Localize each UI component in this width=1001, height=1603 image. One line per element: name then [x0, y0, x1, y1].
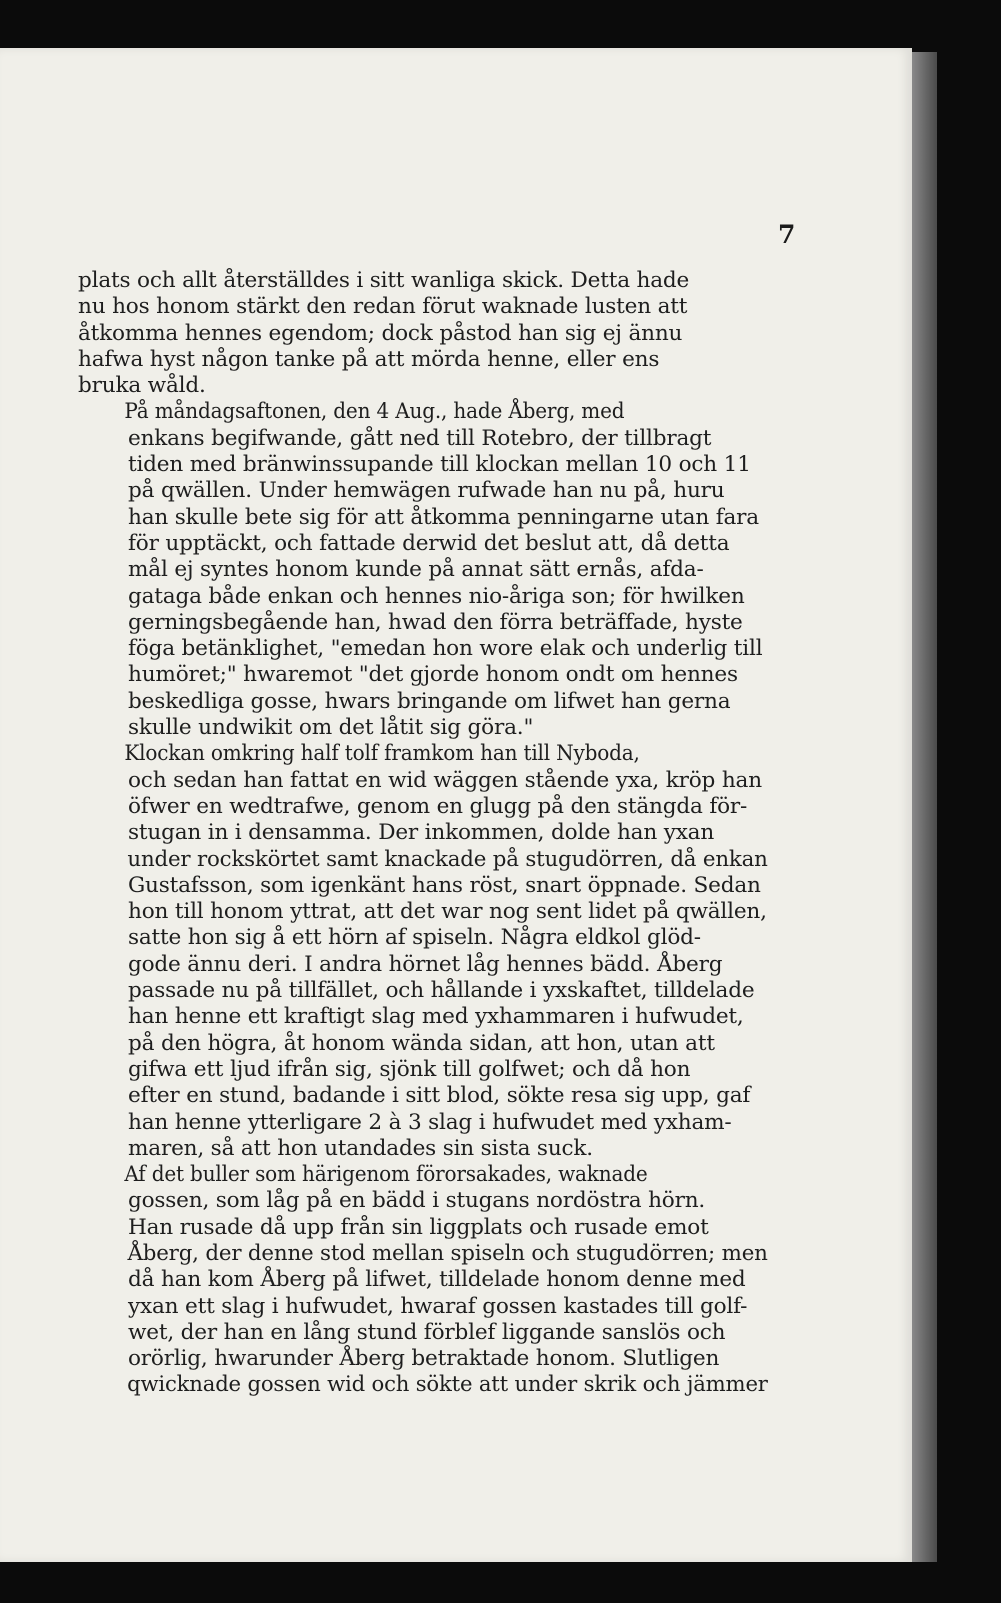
text-line: stugan in i densamma. Der inkommen, dolde han yxan	[128, 820, 715, 846]
text-line: tiden med bränwinssupande till klockan mellan 10 och 11	[128, 452, 751, 478]
text-line: då han kom Åberg på lifwet, tilldelade honom denne med	[128, 1267, 746, 1293]
paragraph	[78, 268, 768, 399]
text-line: på den högra, åt honom wända sidan, att hon, utan att	[128, 1030, 715, 1056]
text-line: han henne ytterligare 2 à 3 slag i hufwudet med yxham-	[128, 1109, 732, 1135]
text-line: föga betänklighet, "emedan hon wore elak och underlig till	[128, 636, 763, 662]
text-line: han henne ett kraftigt slag med yxhammaren i hufwudet,	[128, 1004, 744, 1030]
body-text	[78, 268, 768, 1399]
text-line: gifwa ett ljud ifrån sig, sjönk till golfwet; och då hon	[128, 1056, 691, 1082]
text-line: gerningsbegående han, hwad den förra beträffade, hyste	[128, 609, 743, 635]
text-line: skulle undwikit om det låtit sig göra."	[128, 715, 534, 741]
text-line: orörlig, hwarunder Åberg betraktade honom. Slutligen	[128, 1346, 720, 1372]
text-line: passade nu på tillfället, och hållande i yxskaftet, tilldelade	[128, 978, 755, 1004]
text-line: Gustafsson, som igenkänt hans röst, snart öppnade. Sedan	[128, 872, 761, 898]
text-line: plats och allt återställdes i sitt wanliga skick. Detta hade	[78, 268, 690, 293]
text-line: gossen, som låg på en bädd i stugans nordöstra hörn.	[128, 1188, 706, 1214]
text-line: enkans begifwande, gått ned till Rotebro, der tillbragt	[128, 425, 712, 451]
text-line: qwicknade gossen wid och sökte att under skrik och jämmer	[127, 1372, 768, 1398]
text-line: beskedliga gosse, hwars bringande om lifwet han gerna	[128, 688, 731, 714]
text-line: för upptäckt, och fattade derwid det beslut att, då detta	[128, 530, 730, 556]
text-line: wet, der han en lång stund förblef liggande sanslös och	[128, 1319, 726, 1345]
text-line: och sedan han fattat en wid wäggen stående yxa, kröp han	[128, 767, 762, 793]
text-line: under rockskörtet samt knackade på stugudörren, då enkan	[127, 846, 768, 872]
paragraph	[78, 741, 768, 1162]
text-line: gode ännu deri. I andra hörnet låg hennes bädd. Åberg	[128, 951, 723, 977]
text-line: på qwällen. Under hemwägen rufwade han nu på, huru	[128, 478, 725, 504]
text-line: hafwa hyst någon tanke på att mörda henne, eller ens	[78, 346, 660, 372]
text-line: maren, så att hon utandades sin sista suck.	[128, 1135, 593, 1161]
text-line: Af det buller som härigenom förorsakades, waknade	[124, 1162, 648, 1188]
paragraph	[78, 399, 768, 741]
text-line: Klockan omkring half tolf framkom han till Nyboda,	[124, 741, 640, 767]
text-line: gataga både enkan och hennes nio-åriga son; för hwilken	[128, 583, 745, 609]
text-line: åtkomma hennes egendom; dock påstod han sig ej ännu	[78, 320, 683, 346]
text-line: humöret;" hwaremot "det gjorde honom ondt om hennes	[128, 662, 738, 688]
text-line: han skulle bete sig för att åtkomma penningarne utan fara	[128, 504, 759, 530]
text-line: efter en stund, badande i sitt blod, sökte resa sig upp, gaf	[128, 1083, 751, 1109]
text-line: hon till honom yttrat, att det war nog sent lidet på qwällen,	[128, 899, 767, 925]
text-line: bruka wåld.	[78, 373, 206, 399]
text-line: yxan ett slag i hufwudet, hwaraf gossen kastades till golf-	[128, 1293, 748, 1319]
text-line: Åberg, der denne stod mellan spiseln och stugudörren; men	[127, 1240, 768, 1266]
text-line: På måndagsaftonen, den 4 Aug., hade Åberg, med	[124, 399, 625, 425]
text-line: nu hos honom stärkt den redan förut waknade lusten att	[78, 294, 688, 320]
text-line: Han rusade då upp från sin liggplats och rusade emot	[128, 1214, 709, 1240]
page-number: 7	[778, 220, 796, 249]
text-line: mål ej syntes honom kunde på annat sätt ernås, afda-	[128, 557, 704, 583]
text-line: satte hon sig å ett hörn af spiseln. Några eldkol glöd-	[128, 925, 701, 951]
book-page	[0, 48, 912, 1562]
text-line: öfwer en wedtrafwe, genom en glugg på den stängda för-	[128, 793, 748, 819]
paragraph	[78, 1162, 768, 1399]
